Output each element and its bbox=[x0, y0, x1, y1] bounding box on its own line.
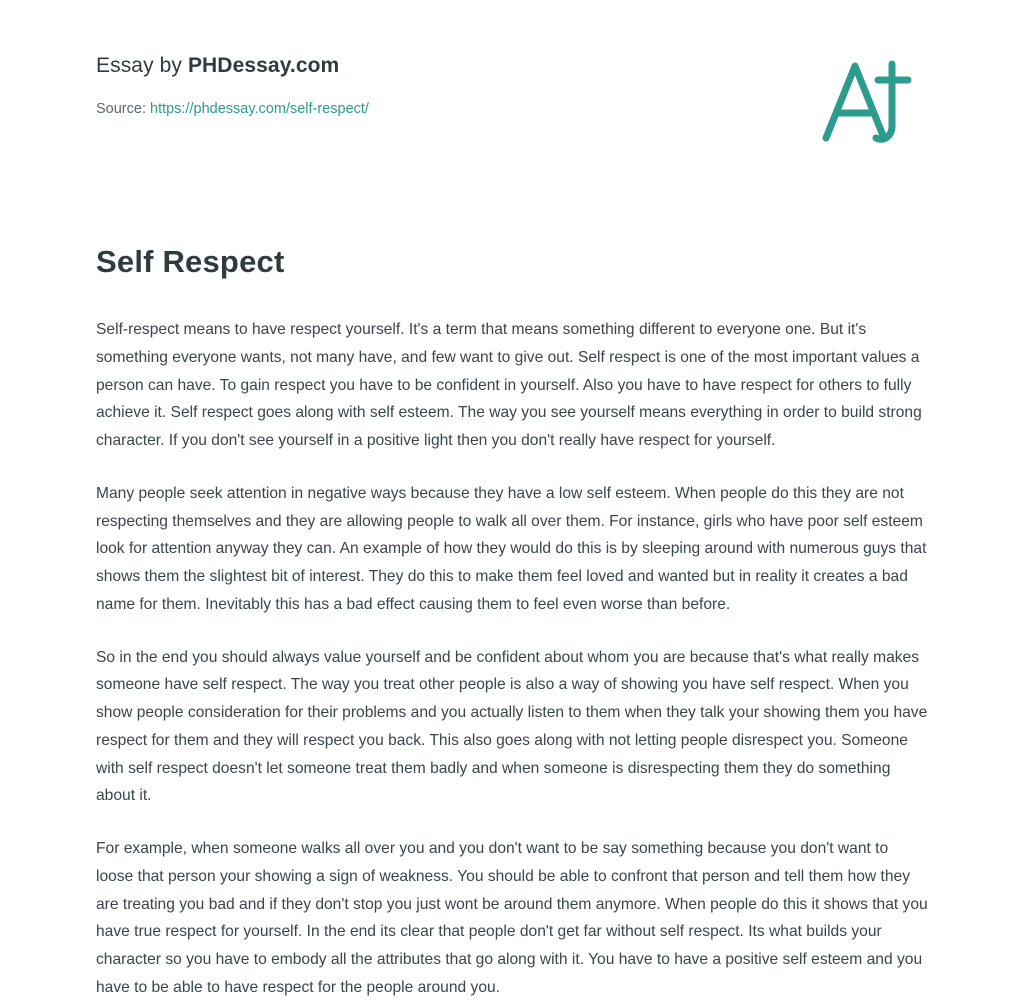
brand-name: PHDessay.com bbox=[187, 54, 340, 77]
essay-by-label: Essay by bbox=[96, 54, 188, 77]
essay-body bbox=[96, 316, 928, 1002]
paragraph: So in the end you should always value yourself and be confident about whom you are because that's what really makes someone have self respect. The way you treat other people is also a way of showing you have self respect. When you show people consideration for their problems and you actually listen to them when they talk your showing them you have respect for them and they will respect you back. This also goes along with not letting people disrespect you. Someone with self respect doesn't let someone treat them badly and when someone is disrespecting them they do something about it. bbox=[96, 648, 928, 805]
source-label: Source: bbox=[96, 101, 150, 118]
source-url-link[interactable]: https://phdessay.com/self-respect/ bbox=[150, 101, 369, 118]
document-header bbox=[96, 52, 928, 172]
phdessay-monogram-icon bbox=[808, 50, 928, 160]
paragraph: Self-respect means to have respect yourself. It's a term that means something different to everyone one. But it's something everyone wants, not many have, and few want to give out. Self respect is one of the most important values a person can have. To gain respect you have to be confident in yourself. Also you have to have respect for others to fully achieve it. Self respect goes along with self esteem. The way you see yourself means everything in order to build strong character. If you don't see yourself in a positive light then you don't really have respect for yourself. bbox=[96, 321, 922, 449]
paragraph: Many people seek attention in negative ways because they have a low self esteem. When people do this they are not respecting themselves and they are allowing people to walk all over them. For instance, girls who have poor self esteem look for attention anyway they can. An example of how they would do this is by sleeping around with numerous guys that shows them the slightest bit of interest. They do this to make them feel loved and wanted but in reality it creates a bad name for them. Inevitably this has a bad effect causing them to feel even worse than before. bbox=[96, 484, 927, 613]
paragraph: For example, when someone walks all over you and you don't want to be say something because you don't want to loose that person your showing a sign of weakness. You should be able to confront that person and tell them how they are treating you bad and if they don't stop you just wont be around them anymore. When people do this it shows that you have true respect for yourself. In the end its clear that people don't get far without self respect. Its what builds your character so you have to embody all the attributes that go along with it. You have to have a positive self esteem and you have to be able to have respect for the people around you. bbox=[96, 840, 928, 996]
essay-byline bbox=[96, 52, 928, 79]
page-title: Self Respect bbox=[96, 244, 285, 279]
source-line bbox=[96, 101, 928, 117]
